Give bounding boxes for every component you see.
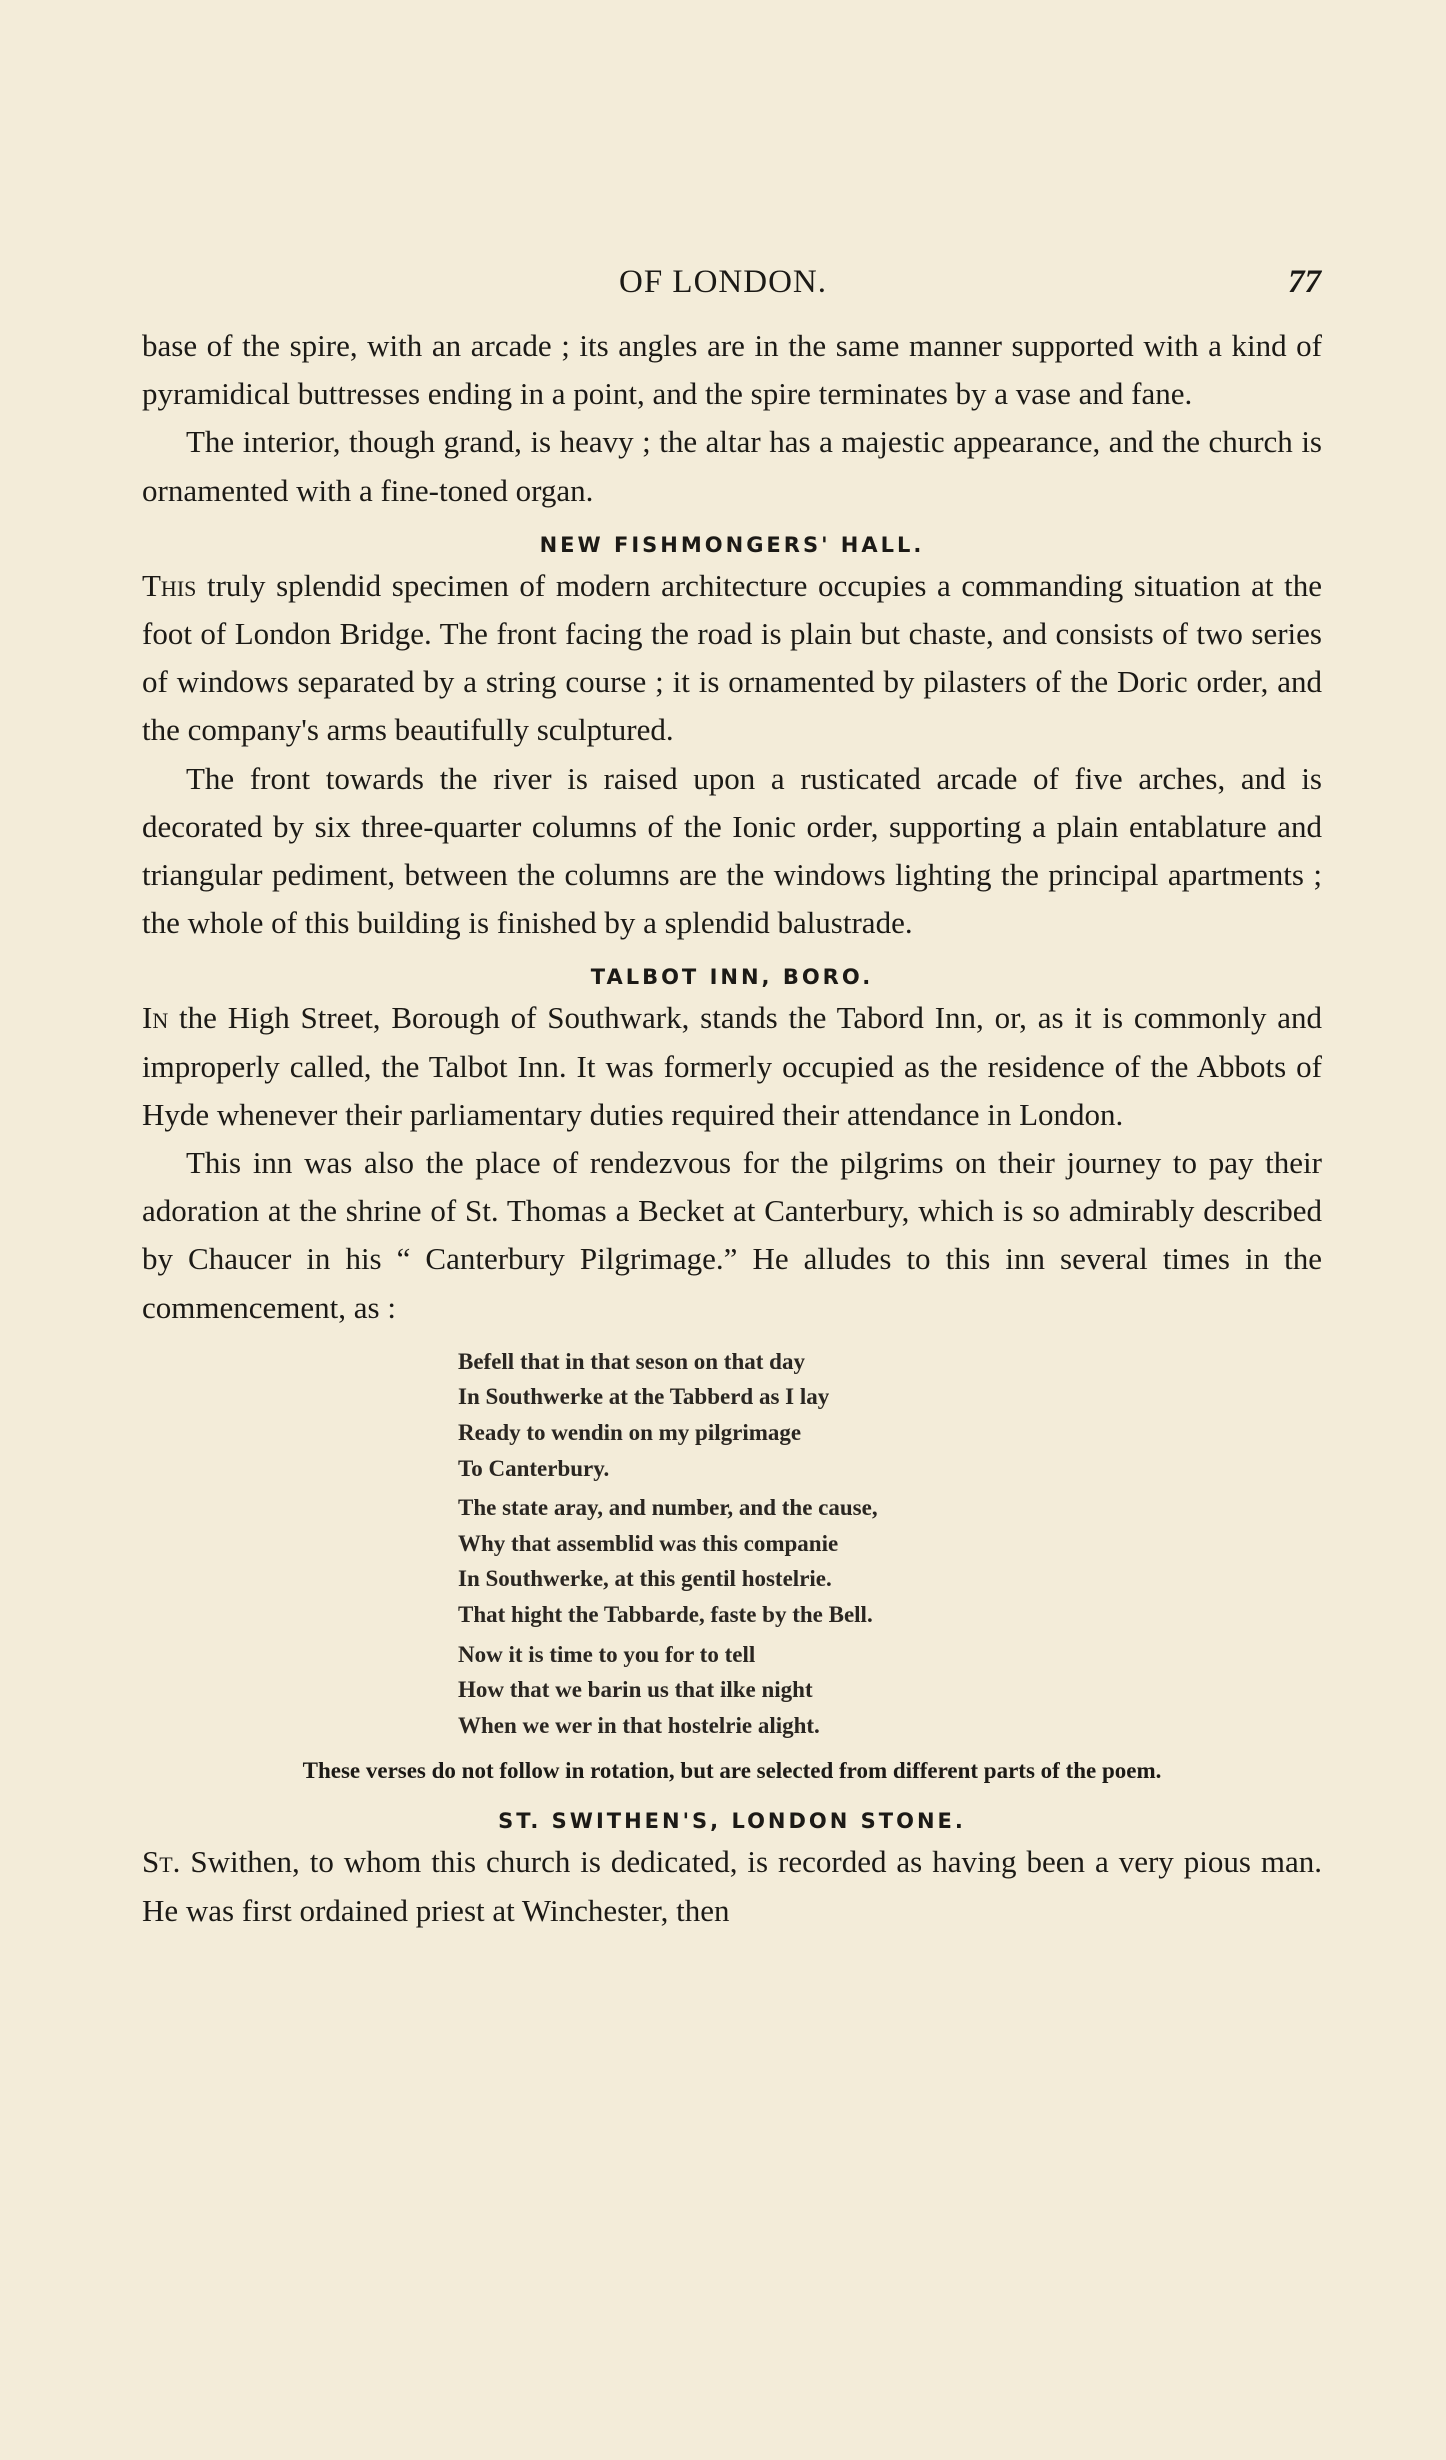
paragraph-text: truly splendid specimen of modern architecture occupies a commanding situation at the foot of London Bridge. The front facing the road is plain but chaste, and consists of two series of windows separated by a string course ; it is ornamented by pilasters of the Doric order, and the company's arms beautifully sculptured. [142, 567, 1322, 748]
heading-fishmongers-hall: NEW FISHMONGERS' HALL. [539, 532, 925, 557]
paragraph-fishmongers-front [142, 562, 1322, 755]
verse-note: These verses do not follow in rotation, but are selected from different parts of the poem. [302, 1758, 1162, 1784]
heading-st-swithens: ST. SWITHEN'S, LONDON STONE. [498, 1809, 966, 1834]
verse-quotation [142, 1344, 1322, 1744]
paragraph-interior: The interior, though grand, is heavy ; the altar has a majestic appearance, and the church is ornamented with a fine-toned organ. [142, 424, 1322, 508]
verse-line: When we wer in that hostelrie alight. [458, 1712, 820, 1738]
verse-line: Why that assemblid was this companie [458, 1530, 839, 1556]
running-head [0, 258, 1446, 306]
paragraph-text: Swithen, to whom this church is dedicated, is recorded as having been a very pious man. He was first ordained priest at Winchester, then [142, 1844, 1322, 1928]
verse-line: Ready to wendin on my pilgrimage [458, 1420, 802, 1446]
stanza [458, 1637, 1322, 1744]
lead-word: St. [142, 1844, 181, 1880]
verse-line: Befell that in that seson on that day [458, 1348, 805, 1374]
paragraph-spire: base of the spire, with an arcade ; its angles are in the same manner supported with a kind of pyramidical buttresses ending in a point, and the spire terminates by a vase and fane. [142, 328, 1322, 412]
verse-line: In Southwerke at the Tabberd as I lay [458, 1384, 830, 1410]
verse-line: How that we barin us that ilke night [458, 1677, 813, 1703]
paragraph-talbot-street [142, 994, 1322, 1139]
heading-talbot-inn: TALBOT INN, BORO. [590, 965, 874, 990]
page-number: 77 [1288, 264, 1321, 300]
lead-word: This [142, 567, 197, 603]
verse-line: Now it is time to you for to tell [458, 1641, 756, 1667]
stanza [458, 1490, 1322, 1632]
body-text [142, 322, 1322, 1935]
paragraph-talbot-pilgrims: This inn was also the place of rendezvous for the pilgrims on their journey to pay their adoration at the shrine of St. Thomas a Becket at Canterbury, which is so admirably described by Chaucer in his “ Canterbury Pilgrimage.” He alludes to this inn several times in the commencement, as : [142, 1145, 1322, 1325]
verse-line: In Southwerke, at this gentil hostelrie. [458, 1566, 832, 1592]
verse-line: The state aray, and number, and the cause, [458, 1495, 878, 1521]
verse-line: That hight the Tabbarde, faste by the Bell. [458, 1602, 873, 1628]
verse-line: To Canterbury. [458, 1455, 610, 1481]
paragraph-fishmongers-river: The front towards the river is raised upon a rusticated arcade of five arches, and is decorated by six three-quarter columns of the Ionic order, supporting a plain entablature and triangular pediment, between the columns are the windows lighting the principal apartments ; the whole of this building is finished by a splendid balustrade. [142, 760, 1322, 941]
paragraph-swithen [142, 1838, 1322, 1934]
lead-word: In [142, 1000, 169, 1036]
running-title: OF LONDON. [619, 264, 827, 300]
stanza [458, 1344, 1322, 1486]
paragraph-text: the High Street, Borough of Southwark, stands the Tabord Inn, or, as it is commonly and improperly called, the Talbot Inn. It was formerly occupied as the residence of the Abbots of Hyde whenever their parliamentary duties required their attendance in London. [142, 1000, 1323, 1132]
